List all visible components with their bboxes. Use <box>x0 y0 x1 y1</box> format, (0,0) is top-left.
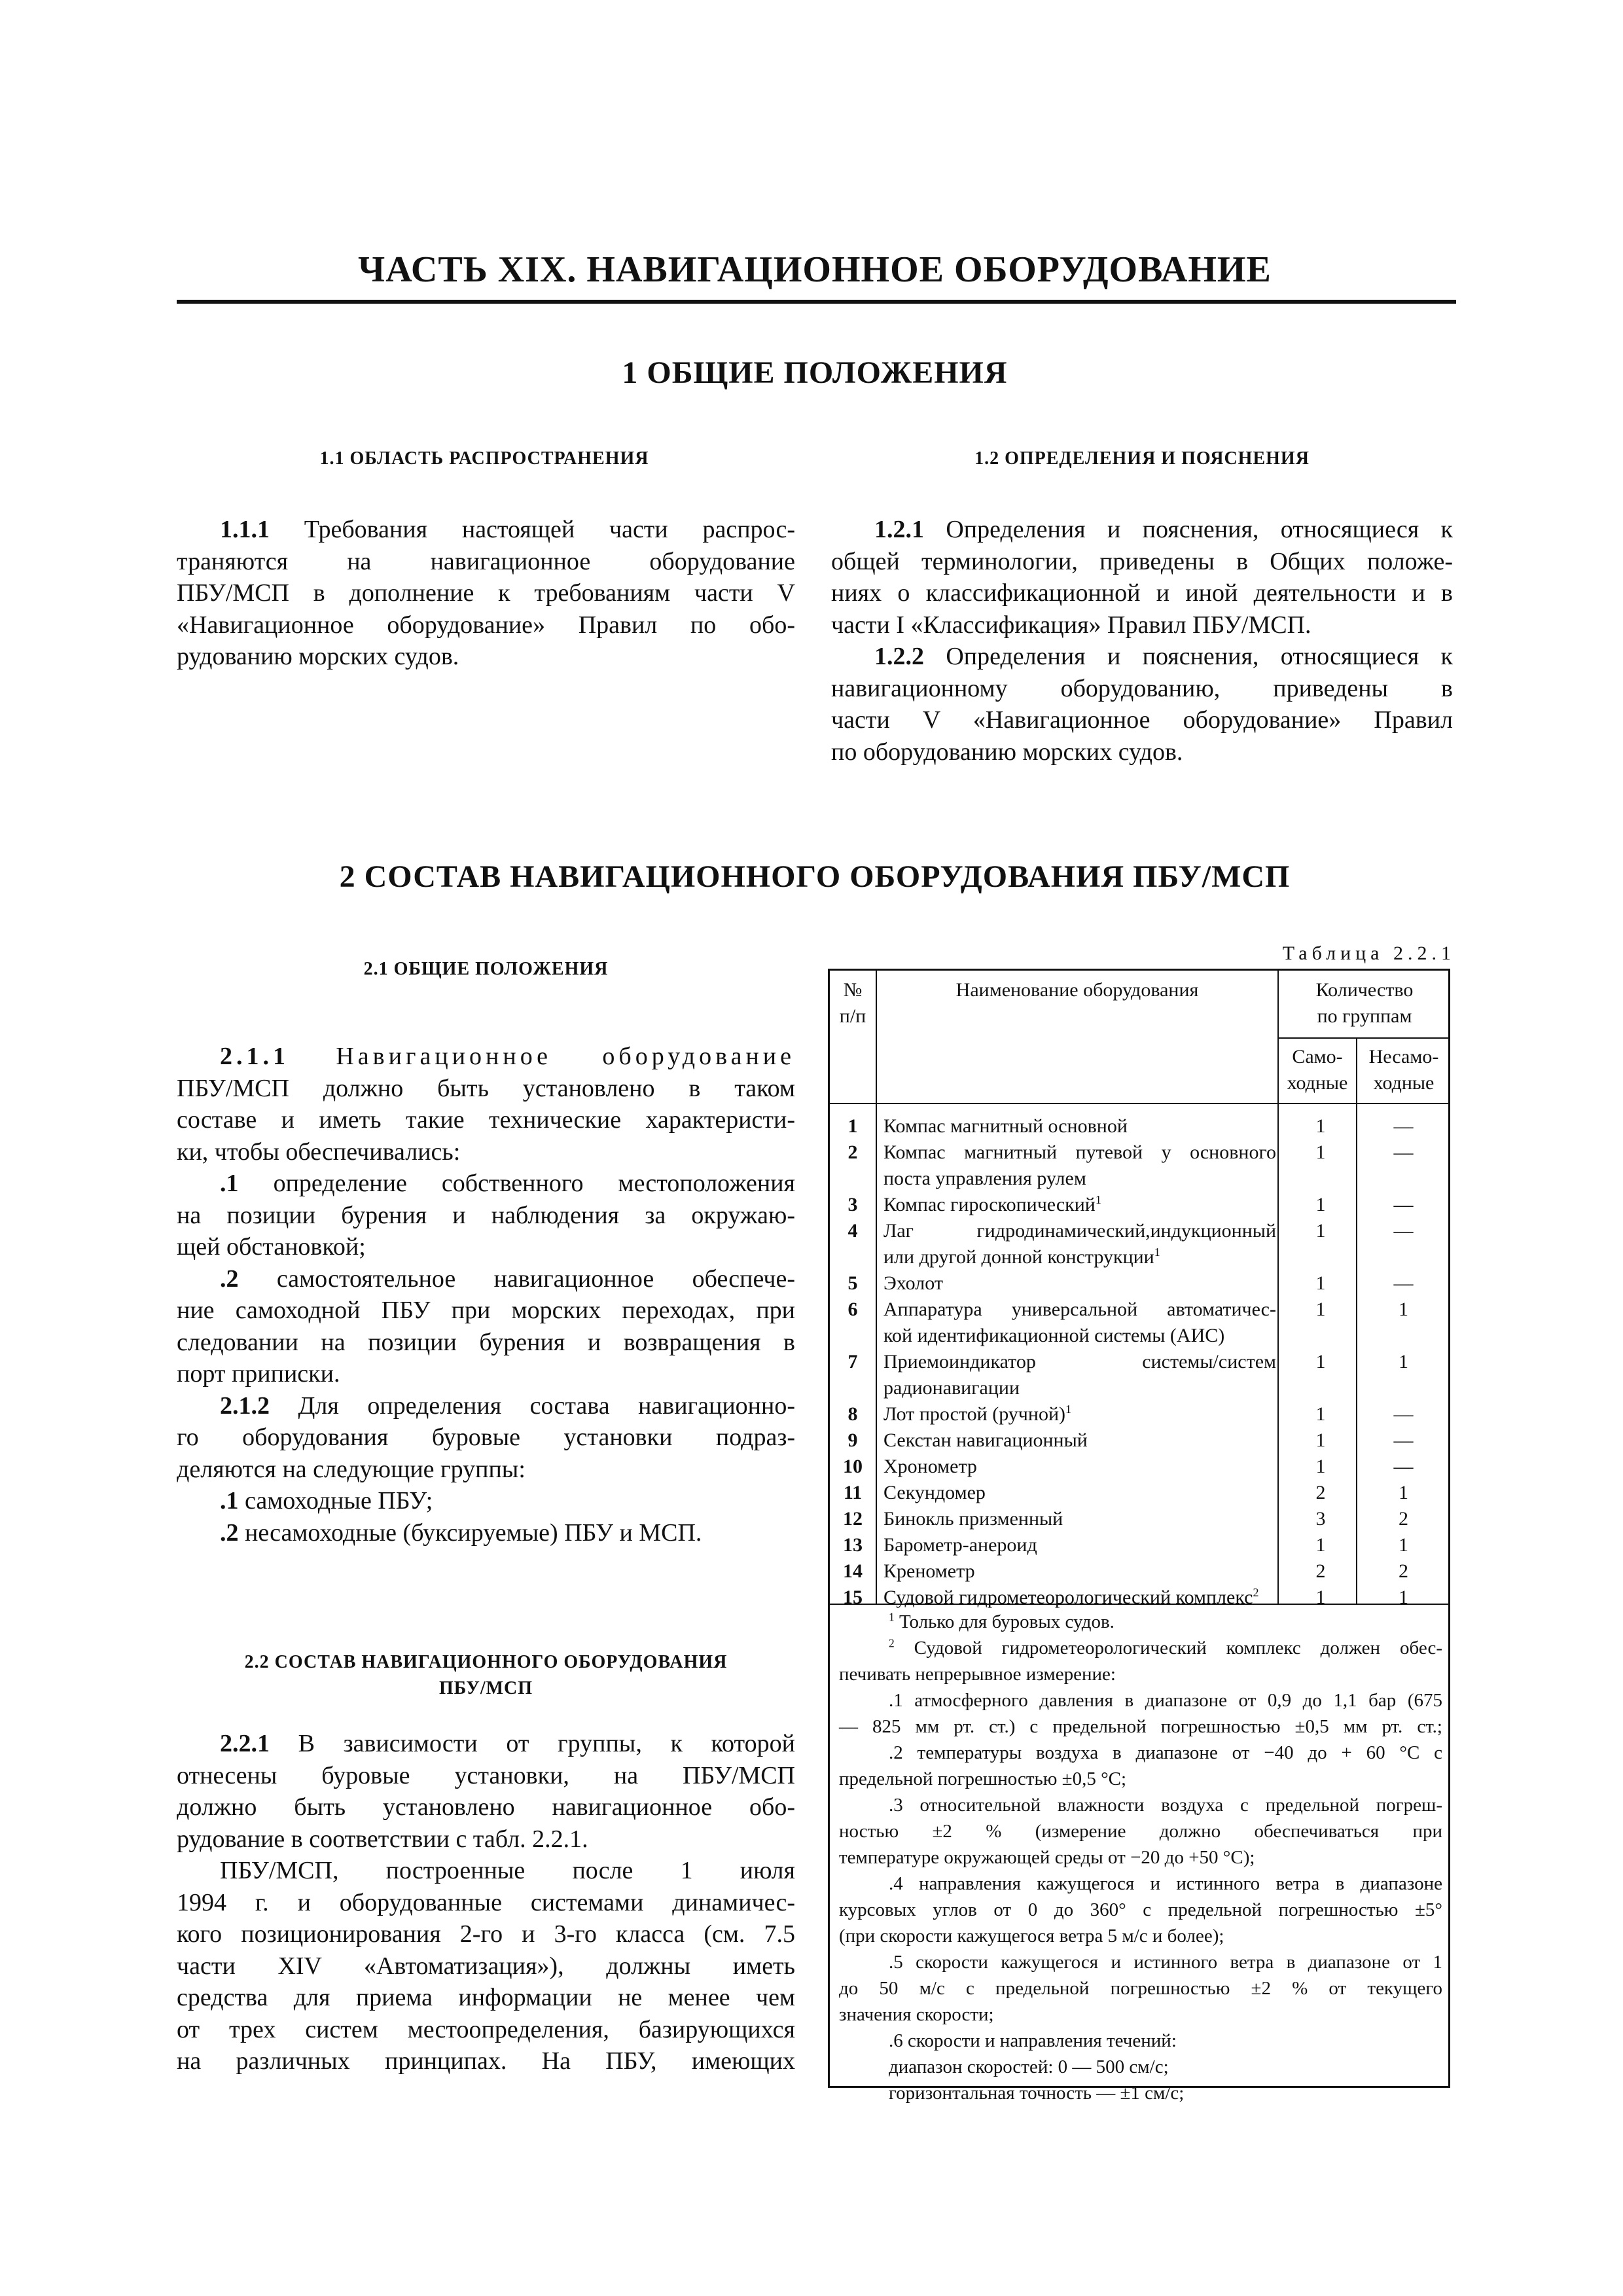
row-number: 15 <box>843 1587 863 1608</box>
row-qty-self-propelled: 1 <box>1315 1220 1326 1242</box>
paragraph-1-1-1: 1.1.1 Требования настоящей части распрос- траняются на навигационное оборудование ПБУ/МСП в дополнение к требованиям части V «Навигационное оборудование» Правил по обо- рудованию морских судов. <box>177 516 795 670</box>
header-self-propelled: Само- ходные <box>1287 1046 1348 1094</box>
row-number: 11 <box>843 1482 863 1503</box>
row-qty-non-self-propelled: 2 <box>1399 1508 1408 1530</box>
table-row <box>830 1532 1448 1558</box>
row-number: 13 <box>843 1534 863 1556</box>
row-number: 14 <box>843 1560 863 1582</box>
row-equipment-name: Секундомер <box>883 1482 986 1503</box>
row-qty-non-self-propelled: 2 <box>1399 1560 1408 1582</box>
section-2-title: 2 СОСТАВ НАВИГАЦИОННОГО ОБОРУДОВАНИЯ ПБУ/МСП <box>339 859 1291 894</box>
header-number: № п/п <box>839 979 866 1027</box>
row-equipment-name: Компас магнитный путевой у основного поста управления рулем <box>883 1141 1276 1189</box>
table-row <box>830 1297 1448 1349</box>
row-qty-self-propelled: 1 <box>1315 1587 1326 1608</box>
row-qty-self-propelled: 1 <box>1315 1351 1326 1372</box>
paragraph-1-2-2: 1.2.2 Определения и пояснения, относящиеся к навигационному оборудованию, приведены в части V «Навигационное оборудование» Правил по оборудованию морских судов. <box>831 643 1454 766</box>
row-qty-non-self-propelled: — <box>1393 1429 1414 1451</box>
table-row <box>830 1139 1448 1192</box>
paragraph-1-2-1: 1.2.1 Определения и пояснения, относящиеся к общей терминологии, приведены в Общих положе- ниях о классификационной и иной деятельности и в части I «Классификация» Правил ПБУ/МСП. <box>831 516 1454 639</box>
row-equipment-name: Барометр-анероид <box>883 1534 1037 1556</box>
row-number: 1 <box>847 1115 858 1137</box>
equipment-table <box>828 969 1450 2104</box>
row-qty-non-self-propelled: 1 <box>1399 1587 1408 1608</box>
row-qty-self-propelled: 1 <box>1315 1299 1326 1320</box>
title-divider <box>177 300 1456 304</box>
row-qty-self-propelled: 1 <box>1315 1141 1326 1163</box>
row-number: 9 <box>847 1429 858 1451</box>
row-qty-self-propelled: 3 <box>1315 1508 1326 1530</box>
row-qty-self-propelled: 2 <box>1315 1482 1326 1503</box>
subsection-2-1-title: 2.1 ОБЩИЕ ПОЛОЖЕНИЯ <box>363 959 609 979</box>
section-1-title: 1 ОБЩИЕ ПОЛОЖЕНИЯ <box>622 355 1008 390</box>
row-qty-non-self-propelled: — <box>1393 1194 1414 1215</box>
header-non-self-propelled: Несамо- ходные <box>1368 1046 1439 1094</box>
row-qty-self-propelled: 1 <box>1315 1115 1326 1137</box>
row-qty-self-propelled: 1 <box>1315 1534 1326 1556</box>
row-qty-self-propelled: 1 <box>1315 1403 1326 1425</box>
row-qty-non-self-propelled: — <box>1393 1272 1414 1294</box>
table-row <box>830 1480 1448 1506</box>
row-qty-non-self-propelled: — <box>1393 1220 1414 1242</box>
table-row <box>830 1349 1448 1401</box>
paragraph-2-1-1: 2.1.1 Навигационное оборудование ПБУ/МСП должно быть установлено в таком составе и иметь такие технические характеристи- ки, чтобы обеспечивались: .1 определение собственного местоположения на позиции бурения и наблюдения за окружаю- щей обстановкой; .2 самостоятельное навигационное обеспече- ние самоходной ПБУ при морских переходах, при следовании на позиции бурения и возвращения в порт приписки. 2.1.2 Для определения состава навигационно- го оборудования буровые установки подраз- деляются на следующие группы: .1 самоходные ПБУ; .2 несамоходные (буксируемые) ПБУ и МСП. <box>177 1043 796 1547</box>
row-number: 8 <box>847 1403 858 1425</box>
row-number: 5 <box>847 1272 858 1294</box>
row-equipment-name: Компас магнитный основной <box>883 1115 1128 1137</box>
row-number: 4 <box>847 1220 858 1242</box>
table-row <box>830 1454 1448 1480</box>
row-equipment-name: Бинокль призменный <box>883 1508 1063 1530</box>
row-number: 6 <box>847 1299 858 1320</box>
subsection-2-2-title: 2.2 СОСТАВ НАВИГАЦИОННОГО ОБОРУДОВАНИЯ ПБУ/МСП <box>244 1652 728 1698</box>
row-number: 12 <box>843 1508 863 1530</box>
header-quantity: Количество по группам <box>1315 979 1414 1027</box>
row-number: 7 <box>847 1351 858 1372</box>
row-number: 2 <box>847 1141 858 1163</box>
row-qty-non-self-propelled: 1 <box>1399 1299 1408 1320</box>
row-number: 10 <box>843 1456 863 1477</box>
table-row <box>830 1401 1448 1427</box>
table-row <box>830 1585 1448 1611</box>
table-row <box>830 1558 1448 1585</box>
row-qty-self-propelled: 1 <box>1315 1429 1326 1451</box>
table-footnotes: $^1$ Только для буровых судов. $^2$ Судовой гидрометеорологический комплекс должен обес- печивать непрерывное измерение: .1 атмосферного давления в диапазоне от 0,9 до 1,1 бар (675 — 825 мм рт. ст.) с предельной погрешностью ±0,5 мм рт. ст.; .2 температуры воздуха в диапазоне от −40 до + 60 °С с предельной погрешностью ±0,5 °С; .3 относительной влажности воздуха с предельной погреш- ностью ±2 % (измерение должно обеспечиваться при температуре окружающей среды от −20 до +50 °С); .4 направления кажущегося и истинного ветра в диапазоне курсовых углов от 0 до 360° с предельной погрешностью ±5° (при скорости кажущегося ветра 5 м/с и более); .5 скорости кажущегося и истинного ветра в диапазоне от 1 до 50 м/с с предельной погрешностью ±2 % от текущего значения скорости; .6 скорости и направления течений: диапазон скоростей: 0 — 500 см/с; горизонтальная точность — ±1 см/с; <box>839 1610 1442 2104</box>
table-row <box>830 1427 1448 1454</box>
row-qty-self-propelled: 1 <box>1315 1272 1326 1294</box>
row-qty-non-self-propelled: — <box>1393 1141 1414 1163</box>
table-row <box>830 1192 1448 1218</box>
row-qty-self-propelled: 1 <box>1315 1194 1326 1215</box>
part-title: ЧАСТЬ XIX. НАВИГАЦИОННОЕ ОБОРУДОВАНИЕ <box>358 249 1272 290</box>
row-qty-non-self-propelled: — <box>1393 1456 1414 1477</box>
row-number: 3 <box>847 1194 858 1215</box>
row-equipment-name: Лаг гидродинамический,индукционный или другой донной конструкции$^1$ <box>883 1220 1276 1268</box>
row-qty-non-self-propelled: 1 <box>1399 1351 1408 1372</box>
table-caption: Таблица 2.2.1 <box>1282 942 1455 964</box>
row-qty-self-propelled: 1 <box>1315 1456 1326 1477</box>
row-equipment-name: Аппаратура универсальной автоматичес- кой идентификационной системы (АИС) <box>883 1299 1276 1346</box>
row-equipment-name: Секстан навигационный <box>883 1429 1088 1451</box>
row-equipment-name: Хронометр <box>883 1456 977 1477</box>
row-equipment-name: Судовой гидрометеорологический комплекс$^2$ <box>883 1586 1259 1608</box>
row-qty-non-self-propelled: — <box>1393 1403 1414 1425</box>
row-qty-self-propelled: 2 <box>1315 1560 1326 1582</box>
paragraph-2-2-1: 2.2.1 В зависимости от группы, к которой отнесены буровые установки, на ПБУ/МСП должно быть установлено навигационное обо- рудование в соответствии с табл. 2.2.1. ПБУ/МСП, построенные после 1 июля 1994 г. и оборудованные системами динамичес- кого позиционирования 2-го и 3-го класса (см. 7.5 части XIV «Автоматизация»), должны иметь средства для приема информации не менее чем от трех систем местоопределения, базирующихся на различных принципах. На ПБУ, имеющих <box>177 1730 795 2075</box>
table-row <box>830 1218 1448 1270</box>
subsection-1-2-title: 1.2 ОПРЕДЕЛЕНИЯ И ПОЯСНЕНИЯ <box>974 448 1310 469</box>
row-equipment-name: Кренометр <box>883 1560 975 1582</box>
row-equipment-name: Приемоиндикатор системы/систем радионавигации <box>883 1351 1276 1399</box>
table-row <box>830 1506 1448 1532</box>
row-qty-non-self-propelled: — <box>1393 1115 1414 1137</box>
table-row <box>830 1270 1448 1297</box>
row-qty-non-self-propelled: 1 <box>1399 1534 1408 1556</box>
row-qty-non-self-propelled: 1 <box>1399 1482 1408 1503</box>
subsection-1-1-title: 1.1 ОБЛАСТЬ РАСПРОСТРАНЕНИЯ <box>319 448 649 469</box>
table-row <box>830 1113 1448 1139</box>
row-equipment-name: Эхолот <box>883 1272 943 1294</box>
row-equipment-name: Лот простой (ручной)$^1$ <box>883 1403 1071 1425</box>
row-equipment-name: Компас гироскопический$^1$ <box>883 1193 1101 1215</box>
header-equipment-name: Наименование оборудования <box>955 979 1199 1001</box>
